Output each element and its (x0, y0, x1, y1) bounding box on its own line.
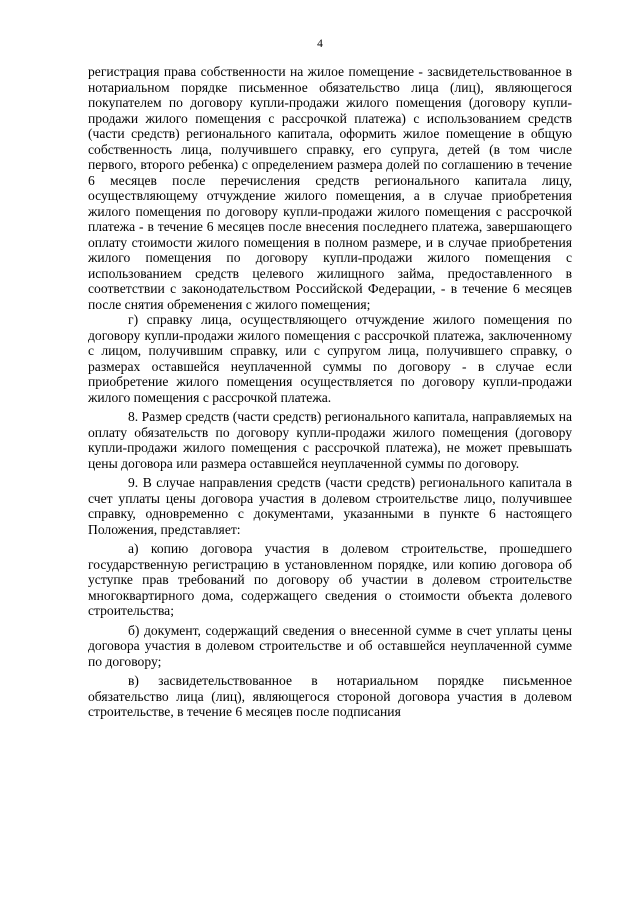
paragraph-item-b-payment-document: б) документ, содержащий сведения о внесенной сумме в счет уплаты цены договора участия в долевом строительстве и об оставшейся неуплаченной сумме по договору; (88, 622, 572, 669)
document-body (88, 64, 572, 720)
paragraph-8-capital-amount-limit: 8. Размер средств (части средств) регионального капитала, направляемых на оплату обязательств по договору купли-продажи жилого помещения (договору купли-продажи жилого помещения с рассрочкой платежа), не может превышать цены договора или размера оставшейся неуплаченной суммы по договору. (88, 409, 572, 471)
paragraph-item-v-notarized-obligation: в) засвидетельствованное в нотариальном порядке письменное обязательство лица (лиц), являющегося стороной договора участия в долевом строительстве, в течение 6 месяцев после подписания (88, 673, 572, 719)
paragraph-item-g-seller-certificate: г) справку лица, осуществляющего отчуждение жилого помещения по договору купли-продажи жилого помещения с рассрочкой платежа, заключенному с лицом, получившим справку, или с супругом лица, получившего справку, о размерах оставшейся неуплаченной суммы по договору - в случае если приобретение жилого помещения осуществляется по договору купли-продажи жилого помещения с рассрочкой платежа. (88, 312, 572, 405)
paragraph-continuation-ownership-registration: регистрация права собственности на жилое помещение - засвидетельствованное в нотариальном порядке письменное обязательство лица (лиц), являющегося покупателем по договору купли-продажи жилого помещения (договору купли-продажи жилого помещения с рассрочкой платежа) с использованием средств (части средств) регионального капитала, оформить жилое помещение в общую собственность лица, получившего справку, его супруга, детей (в том числе первого, второго ребенка) с определением размера долей по соглашению в течение 6 месяцев после перечисления средств регионального капитала лицу, осуществляющему отчуждение жилого помещения, а в случае приобретения жилого помещения по договору купли-продажи жилого помещения с рассрочкой платежа - в течение 6 месяцев после внесения последнего платежа, завершающего оплату стоимости жилого помещения в полном размере, и в случае приобретения жилого помещения по договору купли-продажи жилого помещения с использованием средств целевого жилищного займа, предоставленного в соответствии с законодательством Российской Федерации, - в течение 6 месяцев после снятия обременения с жилого помещения; (88, 64, 572, 312)
paragraph-item-a-contract-copy: а) копию договора участия в долевом строительстве, прошедшего государственную регистрацию в установленном порядке, или копию договора об уступке прав требований по договору об участии в долевом строительстве многоквартирного дома, содержащего сведения о стоимости объекта долевого строительства; (88, 541, 572, 618)
paragraph-9-shared-construction: 9. В случае направления средств (части средств) регионального капитала в счет уплаты цены договора участия в долевом строительстве лицо, получившее справку, одновременно с документами, указанными в пункте 6 настоящего Положения, представляет: (88, 475, 572, 537)
page-number: 4 (317, 38, 323, 50)
